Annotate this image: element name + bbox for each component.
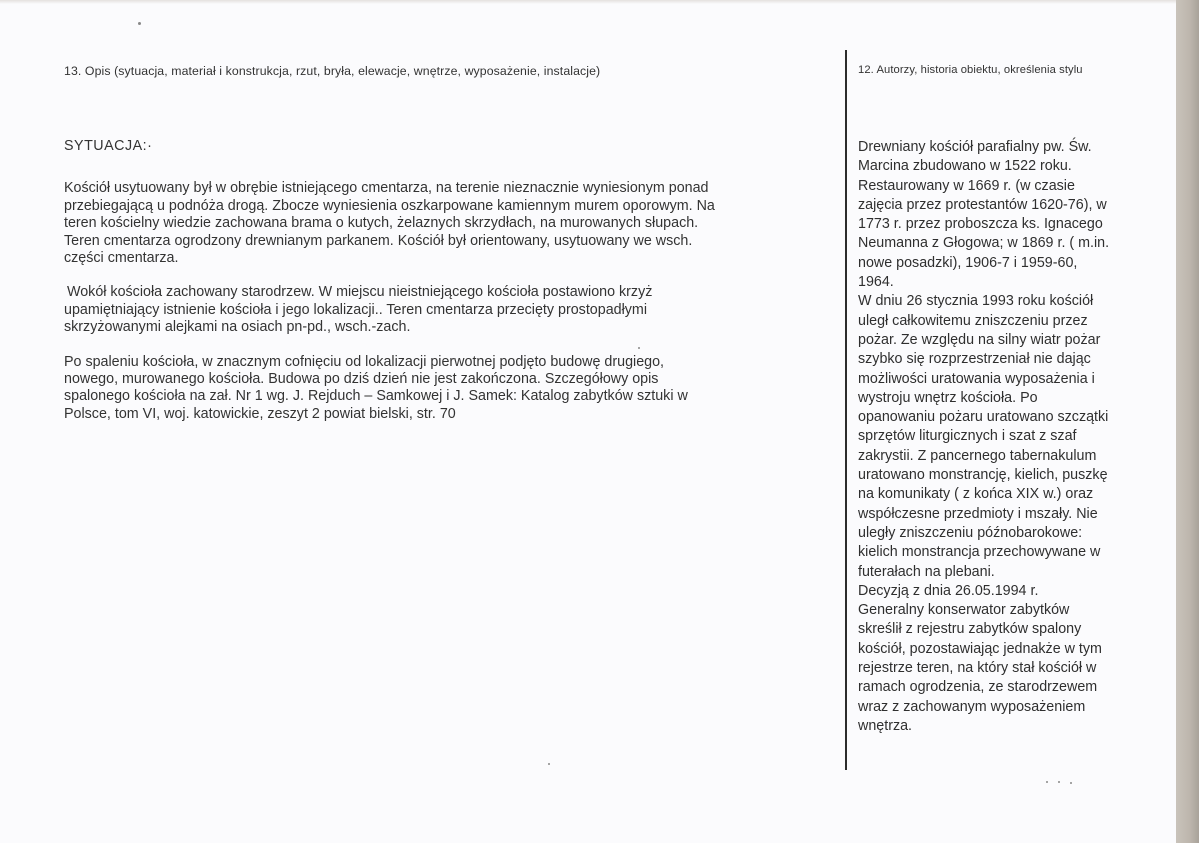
text-line: uległy zniszczeniu późnobarokowe:: [858, 524, 1083, 541]
text-line: uległ całkowitemu zniszczeniu przez: [858, 312, 1088, 329]
section-title: SYTUACJA:·: [64, 138, 153, 154]
text-line: wnętrza.: [858, 717, 913, 734]
description-column: [64, 138, 834, 440]
text-line: Restaurowany w 1669 r. (w czasie: [858, 177, 1075, 194]
text-line: 1773 r. przez proboszcza ks. Ignacego: [858, 216, 1103, 233]
text-line: wystroju wnętrz kościoła. Po: [858, 389, 1038, 406]
paragraph-new-church: [64, 354, 834, 424]
text-line: Neumanna z Głogowa; w 1869 r. ( m.in.: [858, 235, 1110, 252]
scan-speck: [138, 22, 141, 25]
text-line: Po spaleniu kościoła, w znacznym cofnięciu od lokalizacji pierwotnej podjęto budowę drugiego,: [64, 353, 665, 370]
history-heading: 12. Autorzy, historia obiektu, określenia stylu: [858, 64, 1083, 76]
text-line: możliwości uratowania wyposażenia i: [858, 370, 1095, 387]
page-top-edge: [0, 0, 1176, 4]
description-heading: 13. Opis (sytuacja, materiał i konstrukcja, rzut, bryła, elewacje, wnętrze, wyposażenie, instalacje): [64, 64, 601, 78]
text-line: Kościół usytuowany był w obrębie istniejącego cmentarza, na terenie nieznacznie wyniesionym ponad: [64, 180, 709, 197]
text-line: uratowano monstrancję, kielich, puszkę: [858, 467, 1108, 484]
page-right-edge: [1176, 0, 1199, 843]
scan-speck: [548, 763, 550, 765]
text-line: zakrystii. Z pancernego tabernakulum: [858, 447, 1097, 464]
text-line: Wokół kościoła zachowany starodrzew. W miejscu nieistniejącego kościoła postawiono krzyż: [67, 284, 653, 301]
scan-speck: [638, 347, 640, 349]
text-line: nowego, murowanego kościoła. Budowa po dziś dzień nie jest zakończona. Szczegółowy opis: [64, 371, 659, 388]
text-line: upamiętniający istnienie kościoła i jego lokalizacji.. Teren cmentarza przecięty prostopadłymi: [64, 301, 648, 318]
text-line: W dniu 26 stycznia 1993 roku kościół: [858, 293, 1094, 310]
text-line: kielich monstrancja przechowywane w: [858, 544, 1101, 561]
text-line: spalonego kościoła na zał. Nr 1 wg. J. Rejduch – Samkowej i J. Samek: Katalog zabytków sztuki w: [64, 388, 688, 405]
text-line: 1964.: [858, 274, 894, 291]
text-line: skrzyżowanymi alejkami na osiach pn-pd., wsch.-zach.: [64, 319, 411, 336]
paragraph-trees: [64, 284, 834, 336]
scan-speck: [1046, 781, 1048, 783]
text-line: ramach ogrodzenia, ze starodrzewem: [858, 679, 1098, 696]
text-line: współczesne przedmioty i mszały. Nie: [858, 505, 1098, 522]
text-line: Drewniany kościół parafialny pw. Św.: [858, 139, 1092, 155]
scan-speck: [1058, 781, 1060, 783]
text-line: wraz z zachowanym wyposażeniem: [858, 698, 1086, 715]
history-column: [858, 138, 1168, 736]
text-line: szybko się rozprzestrzeniał nie dając: [858, 351, 1091, 368]
column-divider: [845, 50, 847, 770]
text-line: kościół, pozostawiając jednakże w tym: [858, 640, 1102, 657]
text-line: zajęcia przez protestantów 1620-76), w: [858, 196, 1107, 213]
text-line: na komunikaty ( z końca XIX w.) oraz: [858, 486, 1094, 503]
text-line: Teren cmentarza ogrodzony drewnianym parkanem. Kościół był orientowany, usytuowany we wsch.: [64, 232, 693, 249]
text-line: Decyzją z dnia 26.05.1994 r.: [858, 582, 1039, 599]
scan-speck: [1070, 782, 1072, 784]
text-line: nowe posadzki), 1906-7 i 1959-60,: [858, 254, 1078, 271]
text-line: Polsce, tom VI, woj. katowickie, zeszyt 2 powiat bielski, str. 70: [64, 405, 456, 422]
text-line: części cmentarza.: [64, 250, 179, 267]
text-line: teren kościelny wiedzie zachowana brama o kutych, żelaznych skrzydłach, na murowanych słupach.: [64, 215, 699, 232]
text-line: skreślił z rejestru zabytków spalony: [858, 621, 1082, 638]
text-line: przebiegającą u podnóża drogą. Zbocze wyniesienia oszkarpowane kamiennym murem oporowym. Na: [64, 197, 715, 214]
text-line: Generalny konserwator zabytków: [858, 602, 1070, 619]
text-line: rejestrze teren, na który stał kościół w: [858, 660, 1097, 677]
paragraph-location: [64, 180, 834, 267]
text-line: opanowaniu pożaru uratowano szczątki: [858, 409, 1109, 426]
text-line: futerałach na plebani.: [858, 563, 995, 580]
text-line: pożar. Ze względu na silny wiatr pożar: [858, 331, 1101, 348]
text-line: sprzętów liturgicznych i szat z szaf: [858, 428, 1077, 445]
text-line: Marcina zbudowano w 1522 roku.: [858, 158, 1072, 175]
